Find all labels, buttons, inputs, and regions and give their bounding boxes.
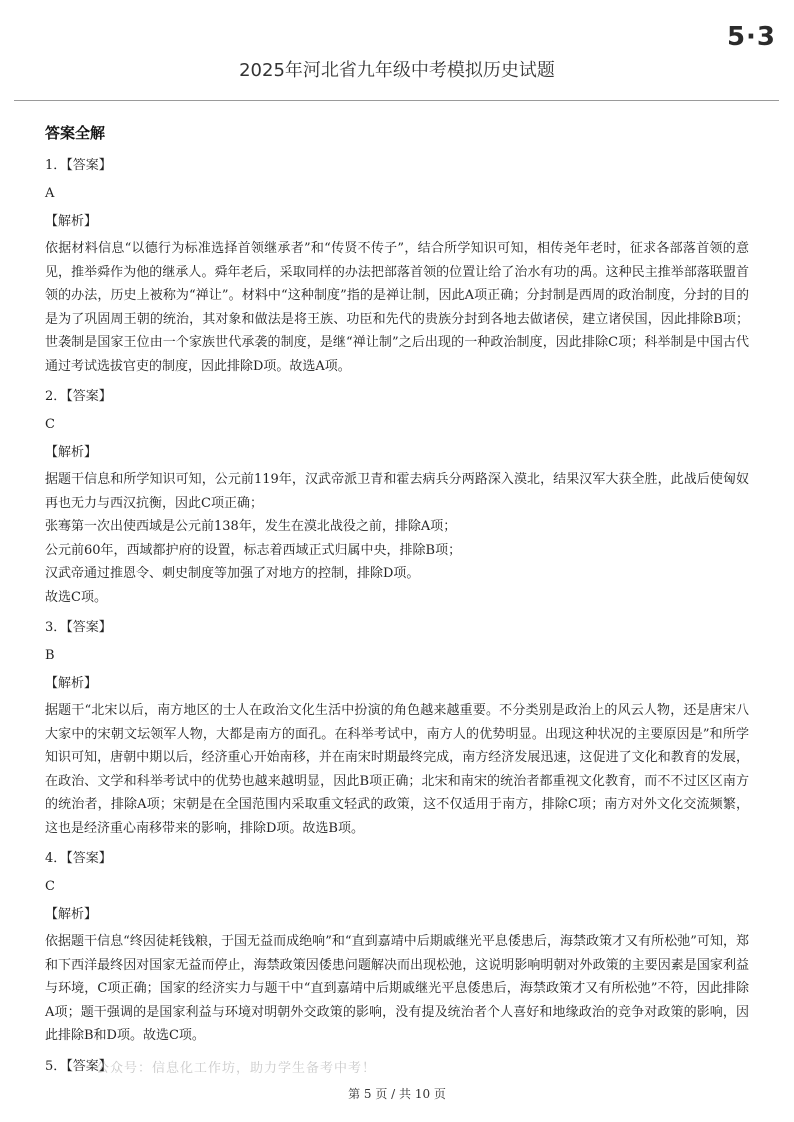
answer-value: A xyxy=(45,186,55,201)
analysis-paragraph: 依据材料信息“以德行为标准选择首领继承者”和“传贤不传子”，结合所学知识可知，相传尧年老时，征求各部落首领的意见，推举舜作为他的继承人。舜年老后，采取同样的办法把部落首领的位置让给了治水有功的禹。这种民主推举部落联盟首领的办法，历史上被称为“禅让”。材料中“这种制度”指的是禅让制，因此A项正确；分封制是西周的政治制度，分封的目的是为了巩固周王朝的统治，其对象和做法是将王族、功臣和先代的贵族分封到各地去做诸侯，建立诸侯国，因此排除B项；世袭制是国家王位由一个家族世代承袭的制度，是继“禅让制”之后出现的一种政治制度，因此排除C项；科举制是中国古代通过考试选拔官吏的制度，因此排除D项。故选A项。 xyxy=(45,241,749,374)
analysis-paragraph: 据题干信息和所学知识可知，公元前119年，汉武帝派卫青和霍去病兵分两路深入漠北，结果汉军大获全胜，此战后使匈奴再也无力与西汉抗衡，因此C项正确； xyxy=(45,472,749,511)
answer-label: 2．【答案】 xyxy=(45,389,112,404)
answer-value: C xyxy=(45,417,55,432)
analysis-paragraph: 公元前60年，西域都护府的设置，标志着西域正式归属中央，排除B项； xyxy=(45,542,462,558)
publisher-logo: 5·3 xyxy=(726,22,776,52)
analysis-label: 【解析】 xyxy=(45,214,98,229)
header-divider xyxy=(14,100,779,101)
analysis-paragraph: 故选C项。 xyxy=(45,589,107,605)
answer-value: B xyxy=(45,648,55,663)
analysis-paragraph: 汉武帝通过推恩令、刺史制度等加强了对地方的控制，排除D项。 xyxy=(45,566,420,581)
answer-label: 5．【答案】 xyxy=(45,1058,112,1074)
document-title: 2025年河北省九年级中考模拟历史试题 xyxy=(239,60,555,81)
analysis-label: 【解析】 xyxy=(45,676,98,691)
question-4 xyxy=(45,846,749,1048)
analysis-text xyxy=(45,468,749,609)
answer-label: 4．【答案】 xyxy=(45,851,112,866)
analysis-paragraph: 张骞第一次出使西域是公元前138年，发生在漠北战役之前，排除A项； xyxy=(45,519,457,534)
page-number: 第 5 页 / 共 10 页 xyxy=(348,1087,446,1101)
analysis-text xyxy=(45,930,749,1048)
analysis-label: 【解析】 xyxy=(45,907,98,922)
question-3 xyxy=(45,615,749,840)
section-title: 答案全解 xyxy=(45,124,106,142)
analysis-text xyxy=(45,237,749,378)
answer-content xyxy=(45,118,749,1082)
answer-label: 3．【答案】 xyxy=(45,620,112,635)
question-1 xyxy=(45,153,749,378)
analysis-paragraph: 据题干“北宋以后，南方地区的士人在政治文化生活中扮演的角色越来越重要。不分类别是政治上的风云人物，还是唐宋八大家中的宋朝文坛领军人物，大都是南方的面孔。在科举考试中，南方人的优势明显。出现这种状况的主要原因是”和所学知识可知，唐朝中期以后，经济重心开始南移，并在南宋时期最终完成，南方经济发展迅速，这促进了文化和教育的发展，在政治、文学和科举考试中的优势也越来越明显，因此B项正确；北宋和南宋的统治者都重视文化教育，而不不过区区南方的统治者，排除A项；宋朝是在全国范围内采取重文轻武的政策，这不仅适用于南方，排除C项；南方对外文化交流频繁，这也是经济重心南移带来的影响，排除D项。故选B项。 xyxy=(45,703,749,836)
analysis-label: 【解析】 xyxy=(45,445,98,460)
question-2 xyxy=(45,384,749,609)
answer-value: C xyxy=(45,879,55,894)
answer-label: 1．【答案】 xyxy=(45,158,112,173)
watermark-text: 公众号：信息化工作坊，助力学生备考中考！ xyxy=(96,1061,377,1076)
analysis-paragraph: 依据题干信息“终因徒耗钱粮，于国无益而成绝响”和“直到嘉靖中后期戚继光平息倭患后，海禁政策才又有所松弛”可知，郑和下西洋最终因对国家无益而停止，海禁政策因倭患问题解决而出现松弛，这说明影响明朝对外政策的主要因素是国家利益与环境，C项正确；国家的经济实力与题干中“直到嘉靖中后期戚继光平息倭患后，海禁政策才又有所松弛”不符，因此排除A项；题干强调的是国家利益与环境对明朝外交政策的影响，没有提及统治者个人喜好和地缘政治的竞争对政策的影响，因此排除B和D项。故选C项。 xyxy=(45,934,749,1043)
analysis-text xyxy=(45,699,749,840)
